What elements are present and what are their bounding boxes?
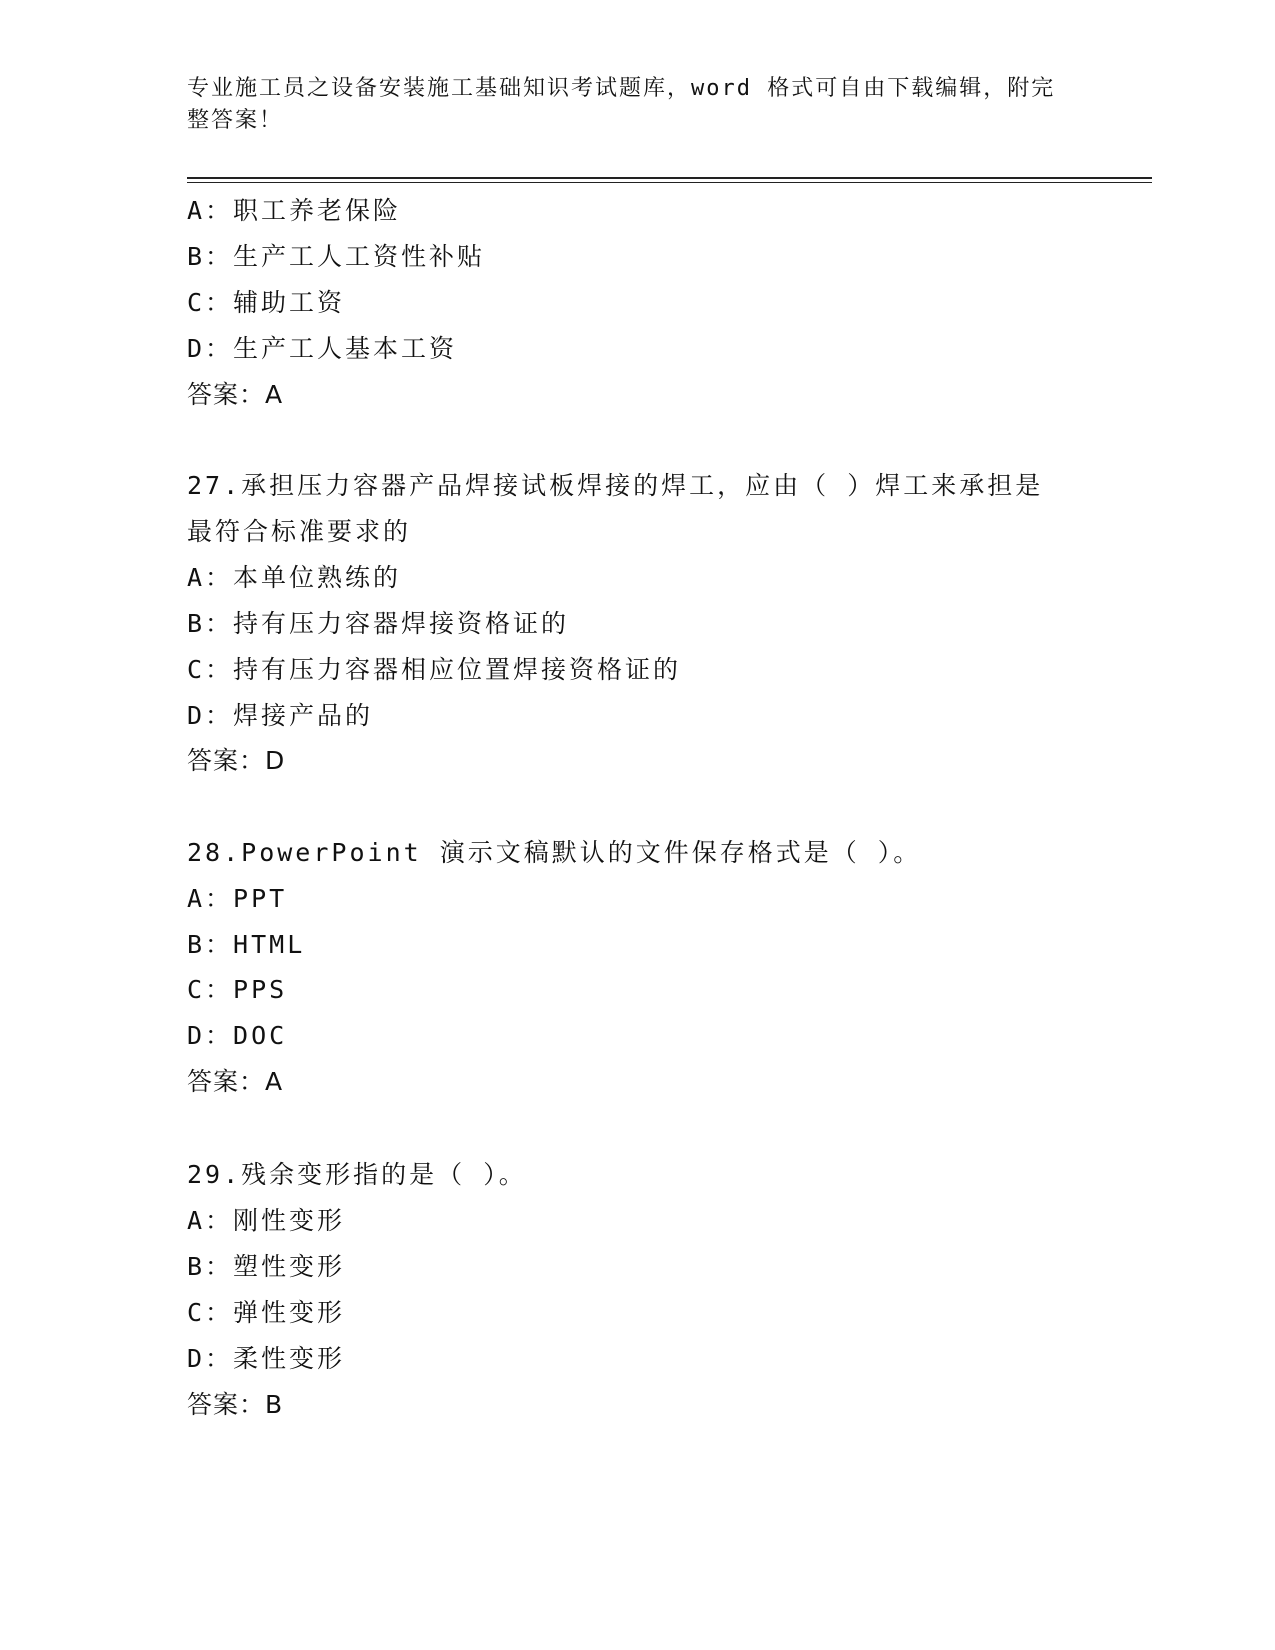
q26-option-d: D：生产工人基本工资 (187, 334, 458, 363)
q26-option-b: B：生产工人工资性补贴 (187, 242, 486, 271)
q29-option-a: A：刚性变形 (187, 1206, 346, 1235)
q29-stem: 29.残余变形指的是（ ）。 (187, 1160, 527, 1189)
q29-option-d: D：柔性变形 (187, 1344, 346, 1373)
q26-option-c: C：辅助工资 (187, 288, 346, 317)
q29-answer: 答案：B (187, 1390, 284, 1419)
q29-option-b: B：塑性变形 (187, 1252, 346, 1281)
intro-line-2: 整答案！ (187, 108, 284, 133)
header-rule-thin (187, 182, 1152, 183)
intro-line-1: 专业施工员之设备安装施工基础知识考试题库，word 格式可自由下载编辑，附完 (187, 76, 1056, 101)
q28-option-d: D：DOC (187, 1021, 288, 1050)
q27-option-d: D：焊接产品的 (187, 701, 374, 730)
document-header (187, 73, 1067, 137)
q28-option-a: A：PPT (187, 884, 288, 913)
q26-option-a: A：职工养老保险 (187, 196, 402, 225)
q28-option-b: B：HTML (187, 930, 306, 959)
q26-answer: 答案：A (187, 380, 284, 409)
q28-answer: 答案：A (187, 1067, 284, 1096)
q27-stem-line-1: 27.承担压力容器产品焊接试板焊接的焊工，应由（ ）焊工来承担是 (187, 471, 1044, 500)
q27-option-a: A：本单位熟练的 (187, 563, 402, 592)
q28-option-c: C：PPS (187, 975, 288, 1004)
q27-option-b: B：持有压力容器焊接资格证的 (187, 609, 570, 638)
q28-stem: 28.PowerPoint 演示文稿默认的文件保存格式是（ ）。 (187, 838, 922, 867)
q27-stem-line-2: 最符合标准要求的 (187, 517, 412, 546)
q29-option-c: C：弹性变形 (187, 1298, 346, 1327)
q27-answer: 答案：D (187, 746, 286, 775)
q27-option-c: C：持有压力容器相应位置焊接资格证的 (187, 655, 682, 684)
header-rule-thick (187, 177, 1152, 179)
